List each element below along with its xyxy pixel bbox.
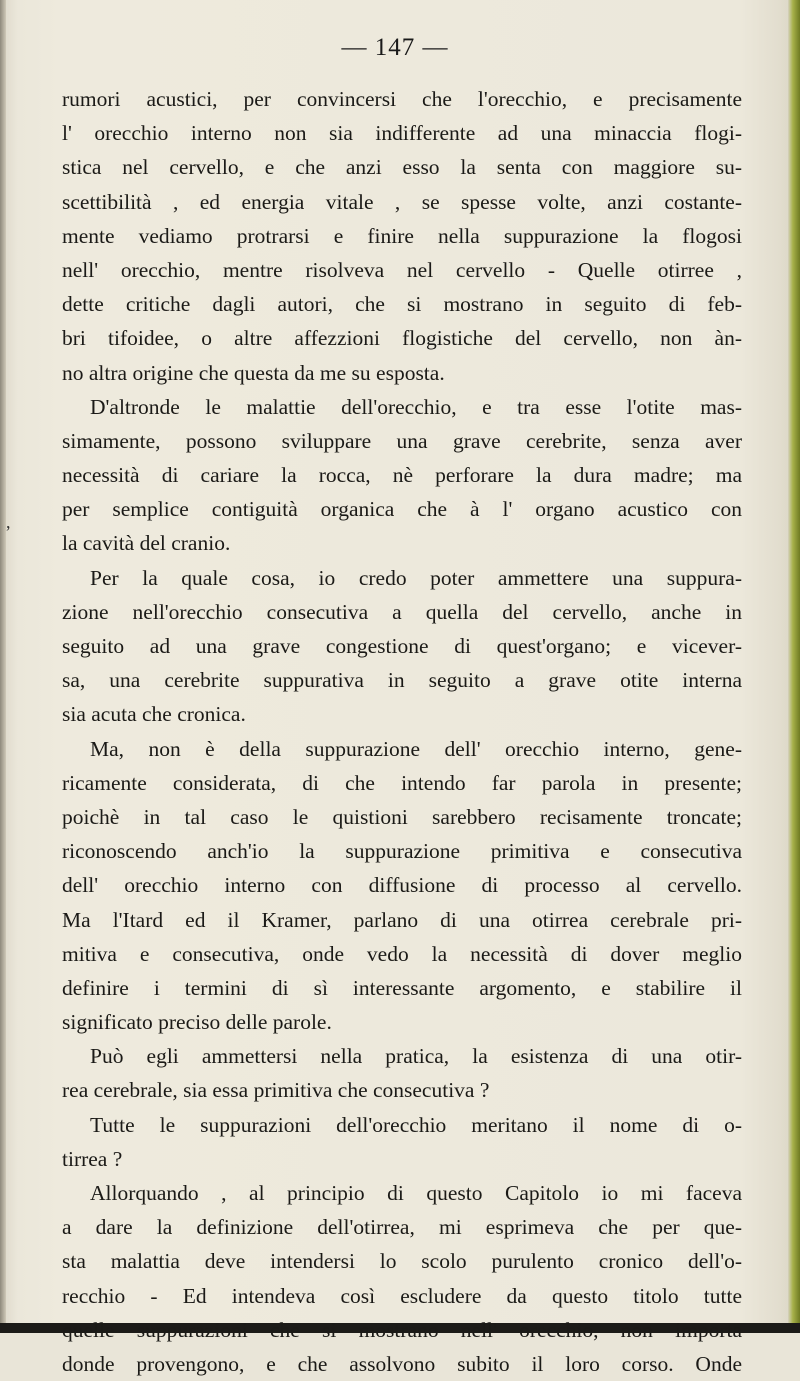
text-line: sa, una cerebrite suppurativa in seguito a grave otite interna <box>62 668 742 693</box>
text-line: recchio - Ed intendeva così escludere da questo titolo tutte <box>62 1283 742 1308</box>
text-line: a dare la definizione dell'otirrea, mi esprimeva che per que- <box>62 1215 742 1240</box>
text-line: simamente, possono sviluppare una grave cerebrite, senza aver <box>62 428 742 453</box>
text-line: significato preciso delle parole. <box>62 1010 332 1035</box>
text-line: Ma, non è della suppurazione dell' orecchio interno, gene- <box>90 736 742 761</box>
page-number-header: — 147 — <box>341 34 449 61</box>
text-line: ricamente considerata, di che intendo far parola in presente; <box>62 770 742 795</box>
text-line: D'altronde le malattie dell'orecchio, e tra esse l'otite mas- <box>90 394 742 419</box>
text-line: bri tifoidee, o altre affezzioni flogistiche del cervello, non àn- <box>62 326 742 351</box>
text-line: l' orecchio interno non sia indifferente ad una minaccia flogi- <box>62 121 742 146</box>
text-line: Per la quale cosa, io credo poter ammettere una suppura- <box>90 565 742 590</box>
text-line: tirrea ? <box>62 1146 123 1171</box>
text-line: rumori acustici, per convincersi che l'orecchio, e precisamente <box>62 87 742 111</box>
text-line: dette critiche dagli autori, che si mostrano in seguito di feb- <box>62 292 742 317</box>
text-line: la cavità del cranio. <box>62 531 231 556</box>
text-line: dell' orecchio interno con diffusione di processo al cervello. <box>62 873 742 898</box>
text-line: seguito ad una grave congestione di quest'organo; e vicever- <box>62 634 742 658</box>
text-line: Allorquando , al principio di questo Capitolo io mi faceva <box>90 1181 742 1205</box>
text-line: rea cerebrale, sia essa primitiva che consecutiva ? <box>62 1078 490 1103</box>
margin-mark: , <box>6 512 11 532</box>
text-line: scettibilità , ed energia vitale , se spesse volte, anzi costante- <box>62 189 742 214</box>
text-line: sta malattia deve intendersi lo scolo purulento cronico dell'o- <box>62 1249 742 1274</box>
text-line: mente vediamo protrarsi e finire nella suppurazione la flogosi <box>62 223 742 248</box>
page-left-edge <box>0 0 6 1333</box>
text-line: per semplice contiguità organica che à l' organo acustico con <box>62 497 742 522</box>
text-line: necessità di cariare la rocca, nè perforare la dura madre; ma <box>62 463 742 488</box>
text-line: zione nell'orecchio consecutiva a quella del cervello, anche in <box>62 599 742 624</box>
body-text <box>62 82 742 1381</box>
text-line: poichè in tal caso le quistioni sarebbero recisamente troncate; <box>62 804 742 829</box>
text-line: quelle suppurazioni che si mostrano nell' orecchio, non importa <box>62 1317 742 1342</box>
page-right-edge <box>788 0 800 1333</box>
text-line: definire i termini di sì interessante argomento, e stabilire il <box>62 975 742 1000</box>
text-line: riconoscendo anch'io la suppurazione primitiva e consecutiva <box>62 839 742 864</box>
text-line: sia acuta che cronica. <box>62 702 246 727</box>
text-line: mitiva e consecutiva, onde vedo la necessità di dover meglio <box>62 941 742 966</box>
text-line: Tutte le suppurazioni dell'orecchio meritano il nome di o- <box>90 1112 742 1137</box>
text-line: no altra origine che questa da me su esposta. <box>62 360 445 385</box>
text-line: donde provengono, e che assolvono subito il loro corso. Onde <box>62 1351 742 1376</box>
text-line: stica nel cervello, e che anzi esso la senta con maggiore su- <box>62 155 742 180</box>
text-line: Ma l'Itard ed il Kramer, parlano di una otirrea cerebrale pri- <box>62 907 742 932</box>
text-line: nell' orecchio, mentre risolveva nel cervello - Quelle otirree , <box>62 257 742 282</box>
text-line: Può egli ammettersi nella pratica, la esistenza di una otir- <box>90 1044 742 1069</box>
